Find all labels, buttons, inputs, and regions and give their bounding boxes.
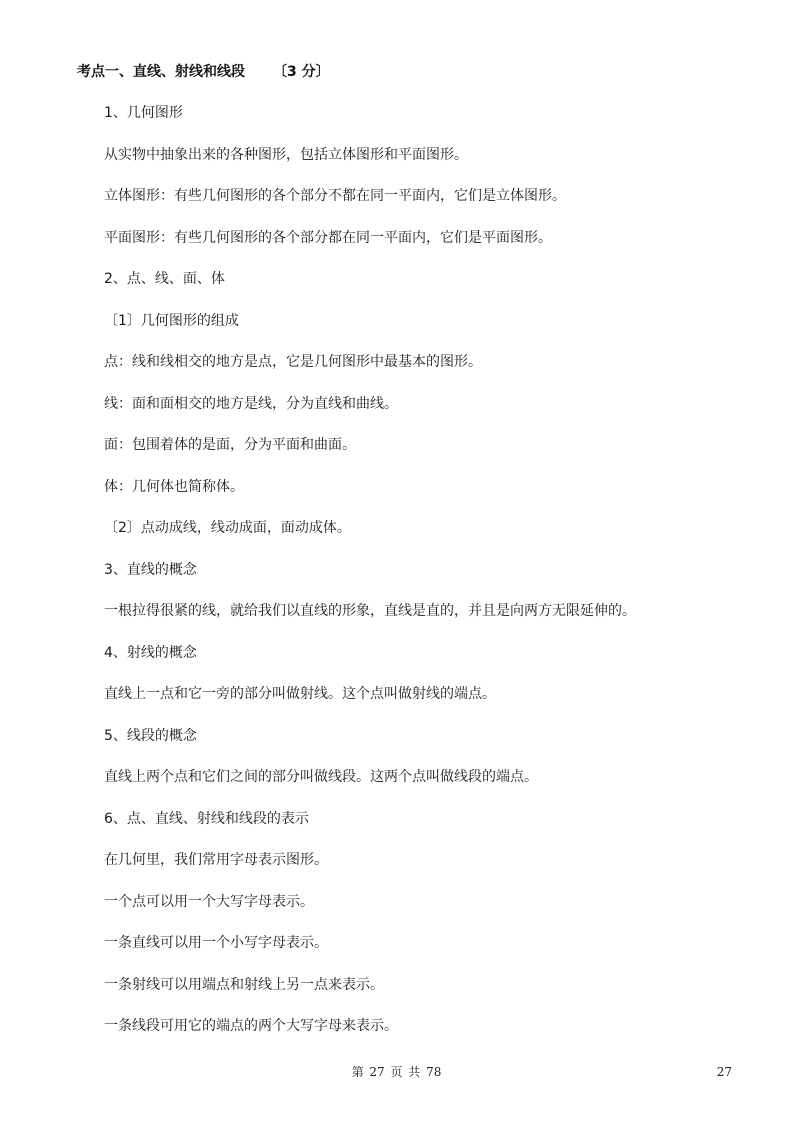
subheading-geometric-figures: 1、几何图形 — [104, 105, 183, 121]
subheading-representation: 6、点、直线、射线和线段的表示 — [104, 810, 309, 827]
paragraph: 一根拉得很紧的线，就给我们以直线的形象，直线是直的，并且是向两方无限延伸的。 — [104, 603, 636, 619]
paragraph: 平面图形：有些几何图形的各个部分都在同一平面内，它们是平面图形。 — [104, 229, 552, 246]
paragraph: 从实物中抽象出来的各种图形，包括立体图形和平面图形。 — [104, 146, 468, 163]
paragraph: 点：线和线相交的地方是点，它是几何图形中最基本的图形。 — [104, 354, 482, 370]
page-label: 第 27 页 共 78 — [351, 1065, 442, 1079]
paragraph: 一条直线可以用一个小写字母表示。 — [104, 935, 328, 951]
subheading: 〔2〕点动成线，线动成面，面动成体。 — [104, 520, 351, 536]
paragraph: 在几何里，我们常用字母表示图形。 — [104, 852, 328, 868]
paragraph: 一个点可以用一个大写字母表示。 — [104, 893, 314, 910]
subheading-line-concept: 3、直线的概念 — [104, 561, 197, 578]
paragraph: 立体图形：有些几何图形的各个部分不都在同一平面内，它们是立体图形。 — [104, 188, 566, 204]
subheading-segment-concept: 5、线段的概念 — [104, 727, 197, 744]
paragraph: 体：几何体也简称体。 — [104, 478, 244, 495]
subheading: 〔1〕几何图形的组成 — [104, 312, 239, 329]
page-number: 27 — [716, 1065, 732, 1079]
body-text — [104, 103, 764, 1058]
paragraph: 面：包围着体的是面，分为平面和曲面。 — [104, 437, 356, 453]
section-score: 〔3 分〕 — [273, 64, 330, 80]
section-title: 考点一、直线、射线和线段 — [77, 64, 245, 80]
paragraph: 一条射线可以用端点和射线上另一点来表示。 — [104, 976, 384, 993]
paragraph: 直线上两个点和它们之间的部分叫做线段。这两个点叫做线段的端点。 — [104, 769, 538, 785]
subheading-ray-concept: 4、射线的概念 — [104, 644, 197, 661]
section-heading — [77, 62, 330, 82]
paragraph: 直线上一点和它一旁的部分叫做射线。这个点叫做射线的端点。 — [104, 686, 496, 702]
subheading-point-line-plane-solid: 2、点、线、面、体 — [104, 271, 225, 287]
paragraph: 一条线段可用它的端点的两个大写字母来表示。 — [104, 1018, 398, 1034]
paragraph: 线：面和面相交的地方是线，分为直线和曲线。 — [104, 395, 398, 412]
